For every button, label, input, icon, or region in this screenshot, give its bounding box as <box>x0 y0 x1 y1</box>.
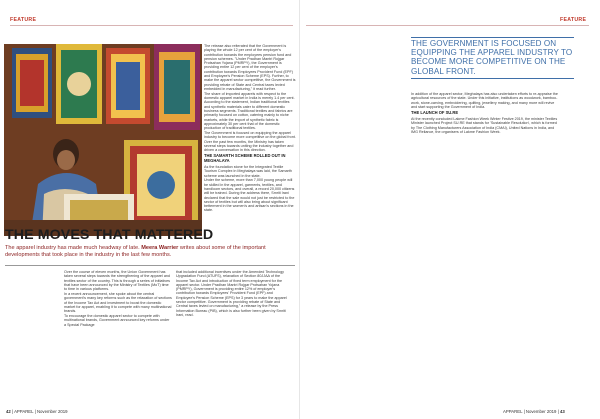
deck-rule <box>5 265 295 266</box>
col3-paragraph: The release also reiterated that the Government is playing the whole 12 per cent of the employer's contribution towards the employees pension fund and pension schemes. "Under Pradhan Mantri Rojgar Protsahan Yojana (PMRPY), the Government is providing entire 12 per cent of the employer's contribution towards Employees Provident Fund (EPF) and Employee's Pension Scheme (EPS). Further, to make the apparel sector competitive, the Government is providing rebate of State and Central taxes levied embedded in manufacturing," it read further. <box>204 44 296 91</box>
pullquote-bottom-rule <box>411 78 574 79</box>
col3-paragraph: Under the scheme, more than 7,000 young people will be skilled in the apparel, garments, textiles, and handloom sectors, and overall, a record 20,000 citizens will be trained. During the address there, Smriti Irani declared that the sale would not just be restricted to the sector of textiles but will also bring about significant betterment in the women's and artisan's sections in the state. <box>204 178 295 213</box>
right-folio: APPAREL | November 2019 | 43 <box>503 409 565 414</box>
col4-paragraph: At the recently concluded Lakme Fashion Week Winter Festive 2019, the minister Textiles Minister launched Project SU.RE that stands for 'Sustainable Resolution', which is formed by The Clothing Manufacturers Association of India (CMAI), United Nations in India, and IMG Reliance, the organisers of Lakme Fashion Week. <box>411 116 558 134</box>
left-page-number: 42 <box>6 409 11 414</box>
deck-prefix: The apparel industry has made much headway of late. <box>5 245 142 251</box>
left-folio: 42 | APPAREL | November 2019 <box>6 409 68 414</box>
column-4 <box>411 92 561 135</box>
deck-author: Meera Warrier <box>141 245 179 251</box>
right-feature-tag: FEATURE <box>560 17 587 23</box>
col1-paragraph: Over the course of eleven months, the Union Government has taken several steps towards the strengthening of the apparel and textiles sector of the country. This is through a series of initiatives that have been announced by the Ministry of Textiles (MoT) time to time in various platforms. <box>64 270 171 292</box>
samarth-subhead: THE SAMARTH SCHEME ROLLED OUT IN MEGHALAYA <box>204 153 286 164</box>
col2-paragraph: that included additional incentives under the Amended Technology Upgradation Fund (ATUFS), relaxation of Section 80JJAA of the Income Tax Act and introduction of fixed term employment for the apparel sector. Under Pradhan Mantri Rojgar Protsahan Yojana (PMRPY), Government is providing entire 12% of employer's contribution towards Employees' Provident Fund (EPF) and Employee's Pension Scheme (EPS) for 3 years to make the apparel sector competitive. Government is providing rebate of State and Central taxes levied on manufacturing," a release by the Press Information Bureau (PIB), which is also further been given by Smriti Irani, read. <box>176 270 287 317</box>
col4-paragraph: In addition of the apparel sector, Meghalaya has also undertaken efforts to re-appraise the agricultural resources of the state. Under this initiative, institutions as woodwork, bamboo-work, stone-carving, embroidering, quilting, jewellery making, and many more will revive and start supporting the Government of India. <box>411 92 558 109</box>
right-header-rule <box>306 25 589 26</box>
artisan-photo <box>4 44 202 236</box>
left-magazine-name: APPAREL <box>14 409 34 414</box>
col1-paragraph: In a recent announcement, she spoke about the central government's many key reforms such as the relaxation of sections of the Income Tax Act and investment to boost the domestic market for apparel, enabling it to compete with many multinational brands. <box>64 291 172 314</box>
deck-suffix: writes about some of the important developments that took place in the industry in the last few months. <box>5 245 266 259</box>
right-page-number: 43 <box>559 409 565 414</box>
article-headline: THE MOVES THAT MATTERED <box>5 227 214 243</box>
embroidery-workshop-image <box>4 44 202 236</box>
col3-paragraph: The Government is focused on equipping the apparel industry to become more competitive on the global front. Over the past few months, the Ministry has taken several steps towards uniting the industry together and driven a conversation in this direction. <box>204 130 296 153</box>
page-gutter <box>299 0 300 419</box>
col3-paragraph: The share of imported apparels with respect to the domestic apparel market in India is merely 1.4 per cent. According to the statement, Indian traditional textiles and synthetic materials cater to different domestic business segments. Traditional textiles and fabrics are primarily focused on cotton, catering mainly to niche markets, while the import of synthetic fabric is approximately 30 per cent that of the domestic production of traditional textiles. <box>204 91 295 131</box>
pullquote: THE GOVERNMENT IS FOCUSED ON EQUIPPING THE APPAREL INDUSTRY TO BECOME MORE COMPETITIVE ON THE GLOBAL FRONT. <box>411 39 573 76</box>
column-2 <box>176 270 292 318</box>
column-3 <box>204 44 296 213</box>
article-deck <box>5 245 300 259</box>
column-1 <box>64 270 172 327</box>
left-issue-date: November 2019 <box>36 409 68 414</box>
left-header-rule <box>10 25 293 26</box>
col1-paragraph: To encourage the domestic apparel sector to compete with multinational brands, Government announced key reforms under a Special Package <box>64 313 170 327</box>
col3-paragraph: As the foundation stone for the Integrated Textile Tourism Complex in Meghalaya was laid, the Samarth scheme was launched in the state. <box>204 165 292 178</box>
pullquote-top-rule <box>411 37 574 38</box>
left-feature-tag: FEATURE <box>10 17 37 23</box>
sure-subhead: THE LAUNCH OF SU.RE <box>411 110 459 116</box>
right-issue-date: November 2019 <box>525 409 557 414</box>
right-magazine-name: APPAREL <box>503 409 523 414</box>
